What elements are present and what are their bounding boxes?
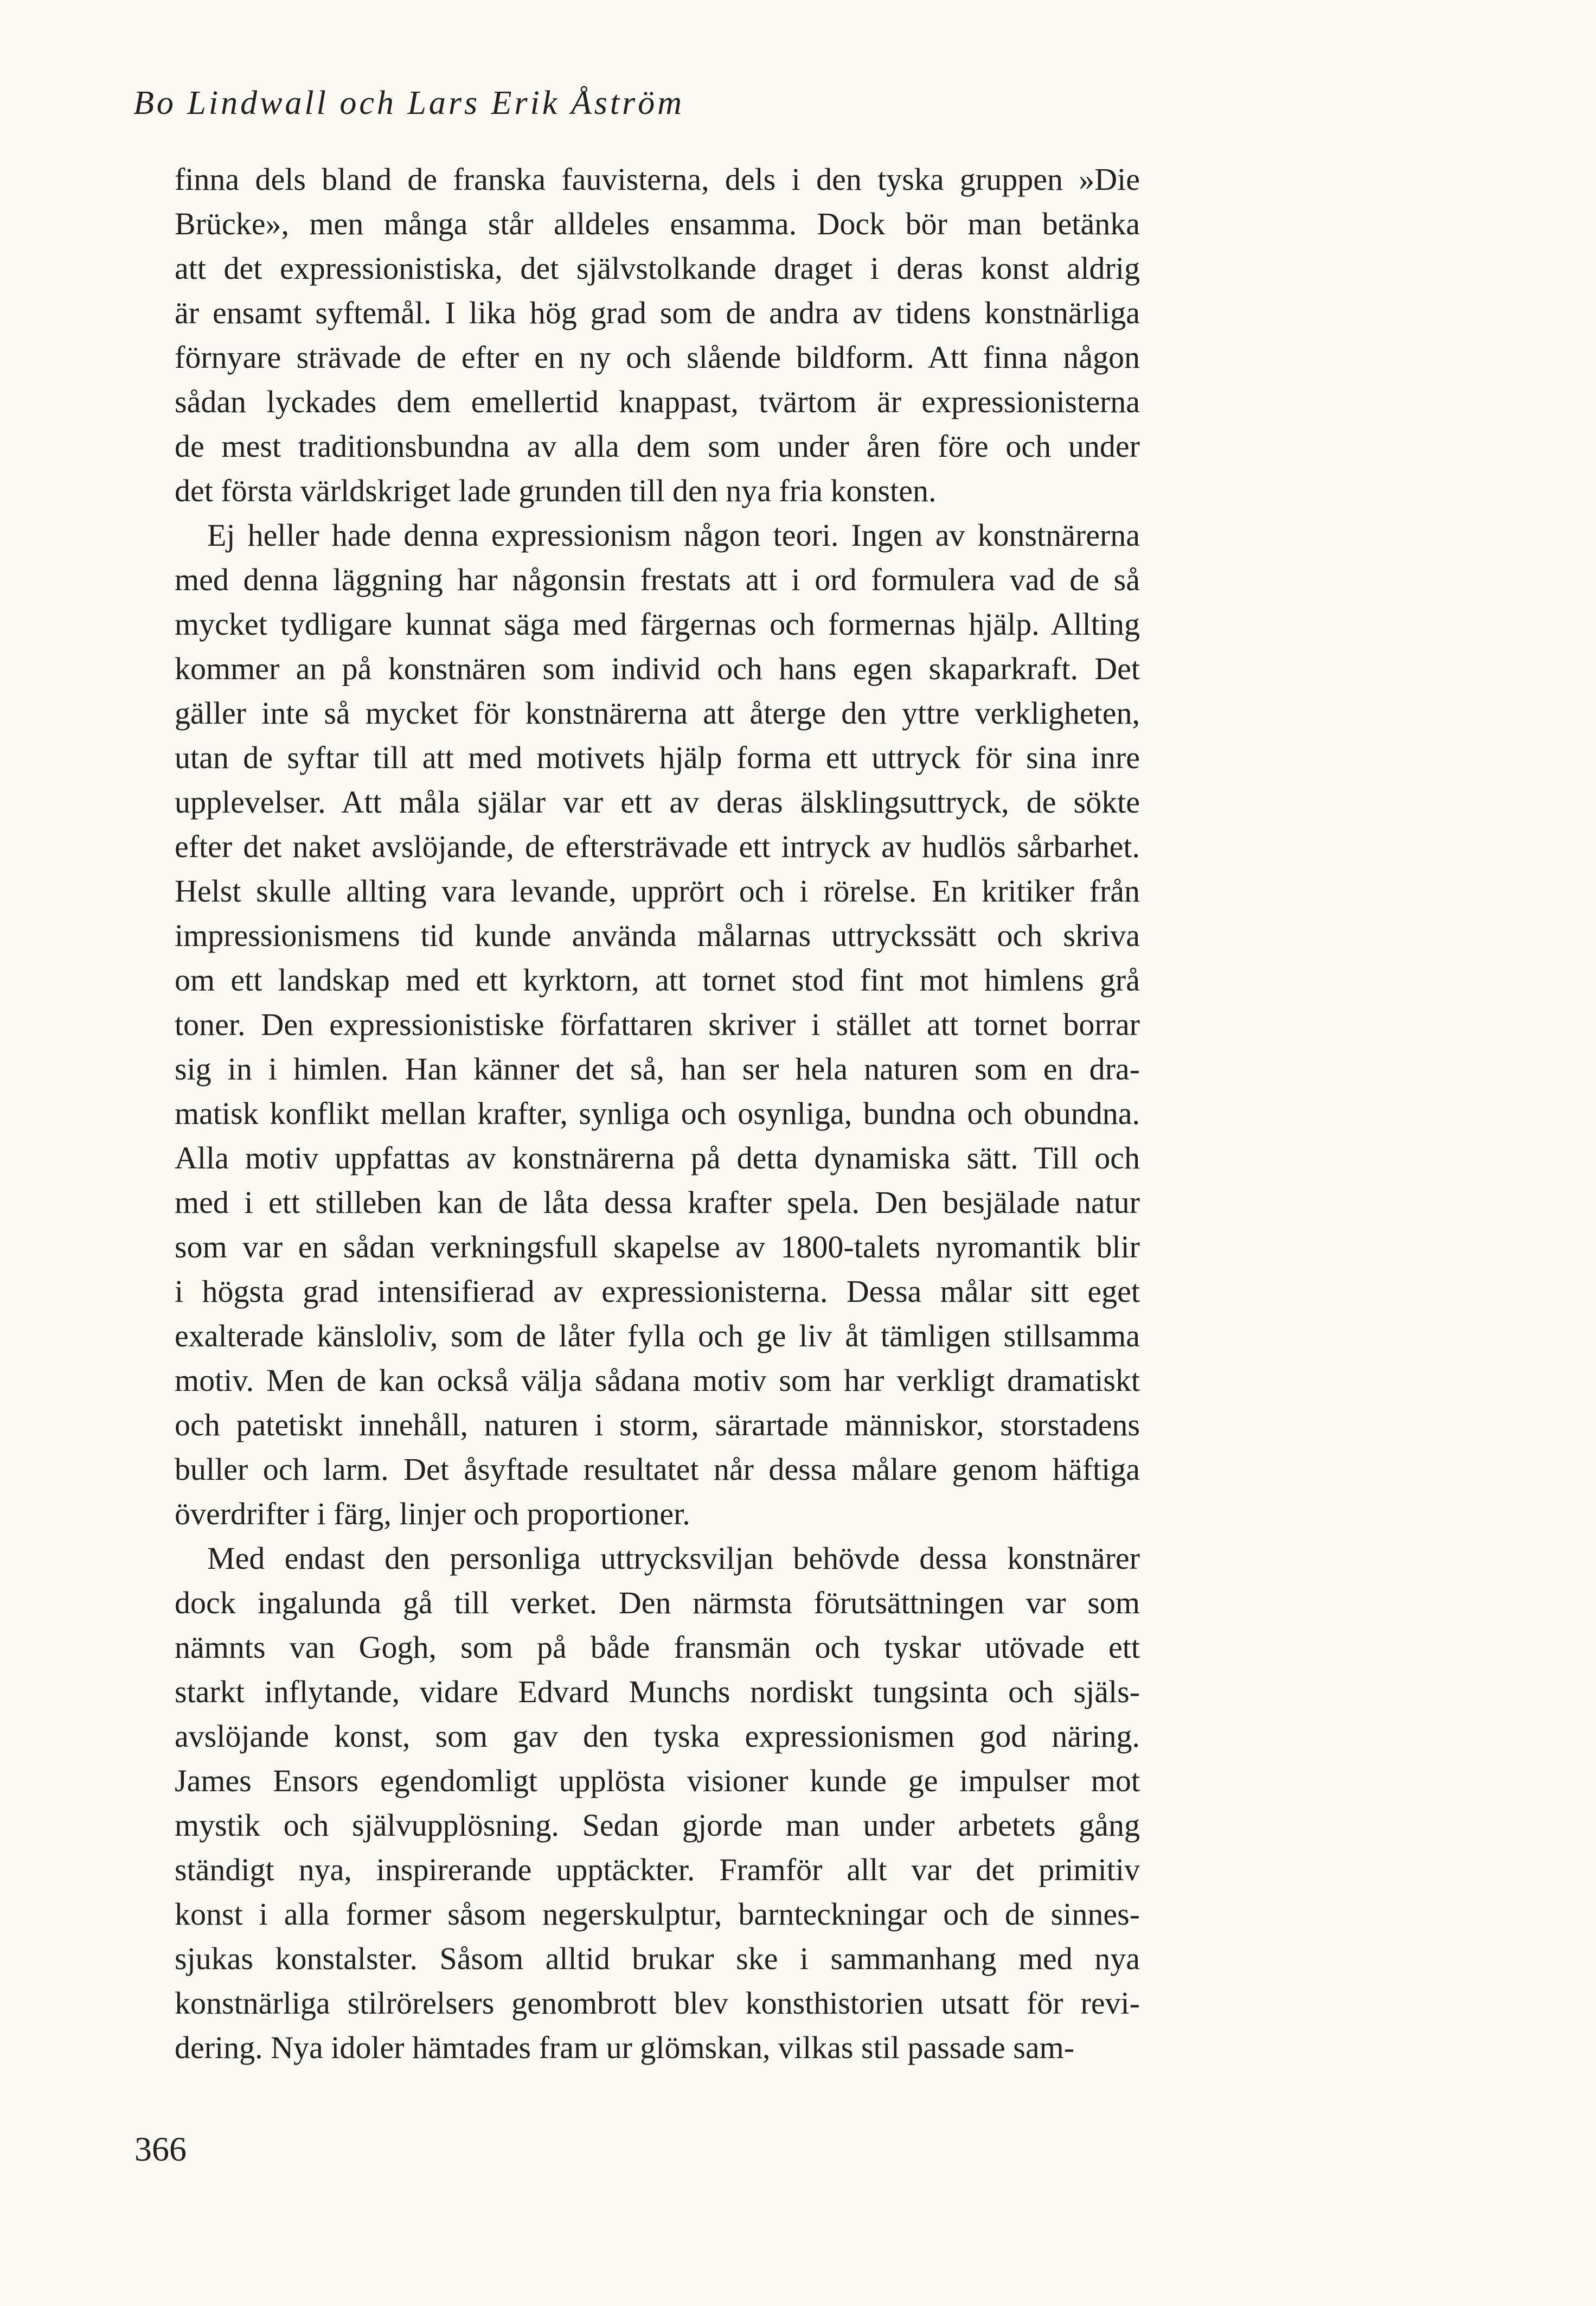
text-line: om ett landskap med ett kyrktorn, att tornet stod fint mot himlens grå xyxy=(175,962,1140,998)
text-line: Med endast den personliga uttrycksviljan behövde dessa konstnärer xyxy=(207,1541,1140,1576)
body-text xyxy=(175,157,1140,2070)
text-line: med denna läggning har någonsin frestats att i ord formulera vad de så xyxy=(175,562,1140,597)
text-line: och patetiskt innehåll, naturen i storm, särartade människor, storstadens xyxy=(175,1407,1140,1442)
text-line: starkt inflytande, vidare Edvard Munchs nordiskt tungsinta och själs- xyxy=(175,1674,1140,1709)
text-line: det första världskriget lade grunden till den nya fria konsten. xyxy=(175,473,937,508)
text-line: sådan lyckades dem emellertid knappast, tvärtom är expressionisterna xyxy=(175,384,1140,419)
text-line: sjukas konstalster. Såsom alltid brukar ske i sammanhang med nya xyxy=(175,1941,1140,1976)
text-line: överdrifter i färg, linjer och proportioner. xyxy=(175,1496,690,1531)
text-line: Brücke», men många står alldeles ensamma. Dock bör man betänka xyxy=(175,206,1140,241)
text-line: Helst skulle allting vara levande, upprört och i rörelse. En kritiker från xyxy=(175,873,1140,909)
text-line: motiv. Men de kan också välja sådana motiv som har verkligt dramatiskt xyxy=(175,1363,1140,1398)
text-line: avslöjande konst, som gav den tyska expressionismen god näring. xyxy=(175,1719,1140,1754)
text-line: Ej heller hade denna expressionism någon teori. Ingen av konstnärerna xyxy=(207,518,1140,553)
text-line: att det expressionistiska, det självstolkande draget i deras konst aldrig xyxy=(175,251,1140,286)
text-line: som var en sådan verkningsfull skapelse av 1800-talets nyromantik blir xyxy=(175,1229,1140,1264)
text-line: upplevelser. Att måla själar var ett av deras älsklingsuttryck, de sökte xyxy=(175,784,1140,820)
text-line: dering. Nya idoler hämtades fram ur glömskan, vilkas stil passade sam- xyxy=(175,2030,1075,2065)
text-line: är ensamt syftemål. I lika hög grad som de andra av tidens konstnärliga xyxy=(175,295,1140,330)
running-head: Bo Lindwall och Lars Erik Åström xyxy=(133,85,685,122)
text-line: efter det naket avslöjande, de eftersträvade ett intryck av hudlös sårbarhet. xyxy=(175,829,1140,864)
text-line: i högsta grad intensifierad av expressionisterna. Dessa målar sitt eget xyxy=(175,1274,1140,1309)
text-line: förnyare strävade de efter en ny och slående bildform. Att finna någon xyxy=(175,340,1140,375)
text-line: exalterade känsloliv, som de låter fylla och ge liv åt tämligen stillsamma xyxy=(175,1318,1140,1353)
text-line: gäller inte så mycket för konstnärerna att återge den yttre verkligheten, xyxy=(175,695,1140,731)
text-line: nämnts van Gogh, som på både fransmän och tyskar utövade ett xyxy=(175,1630,1140,1665)
text-line: mycket tydligare kunnat säga med färgernas och formernas hjälp. Allting xyxy=(175,606,1140,642)
text-line: mystik och självupplösning. Sedan gjorde man under arbetets gång xyxy=(175,1807,1140,1843)
text-line: ständigt nya, inspirerande upptäckter. Framför allt var det primitiv xyxy=(175,1852,1140,1887)
text-line: kommer an på konstnären som individ och hans egen skaparkraft. Det xyxy=(175,651,1140,686)
text-line: matisk konflikt mellan krafter, synliga och osynliga, bundna och obundna. xyxy=(175,1096,1140,1131)
text-line: sig in i himlen. Han känner det så, han ser hela naturen som en dra- xyxy=(175,1051,1140,1087)
paragraph xyxy=(175,1536,1140,2070)
text-line: de mest traditionsbundna av alla dem som under åren före och under xyxy=(175,429,1140,464)
paragraph xyxy=(175,513,1140,1536)
text-line: med i ett stilleben kan de låta dessa krafter spela. Den besjälade natur xyxy=(175,1185,1140,1220)
text-line: James Ensors egendomligt upplösta visioner kunde ge impulser mot xyxy=(175,1763,1140,1798)
text-line: toner. Den expressionistiske författaren skriver i stället att tornet borrar xyxy=(175,1007,1140,1042)
text-line: konstnärliga stilrörelsers genombrott blev konsthistorien utsatt för revi- xyxy=(175,1985,1140,2021)
page-number: 366 xyxy=(134,2130,187,2168)
text-line: impressionismens tid kunde använda målarnas uttryckssätt och skriva xyxy=(175,918,1140,953)
paragraph xyxy=(175,157,1140,513)
text-line: dock ingalunda gå till verket. Den närmsta förutsättningen var som xyxy=(175,1585,1140,1620)
text-line: finna dels bland de franska fauvisterna, dels i den tyska gruppen »Die xyxy=(175,162,1140,197)
text-line: utan de syftar till att med motivets hjälp forma ett uttryck för sina inre xyxy=(175,740,1140,775)
text-line: Alla motiv uppfattas av konstnärerna på detta dynamiska sätt. Till och xyxy=(175,1140,1140,1176)
text-line: buller och larm. Det åsyftade resultatet når dessa målare genom häftiga xyxy=(175,1452,1140,1487)
text-line: konst i alla former såsom negerskulptur, barnteckningar och de sinnes- xyxy=(175,1896,1140,1932)
